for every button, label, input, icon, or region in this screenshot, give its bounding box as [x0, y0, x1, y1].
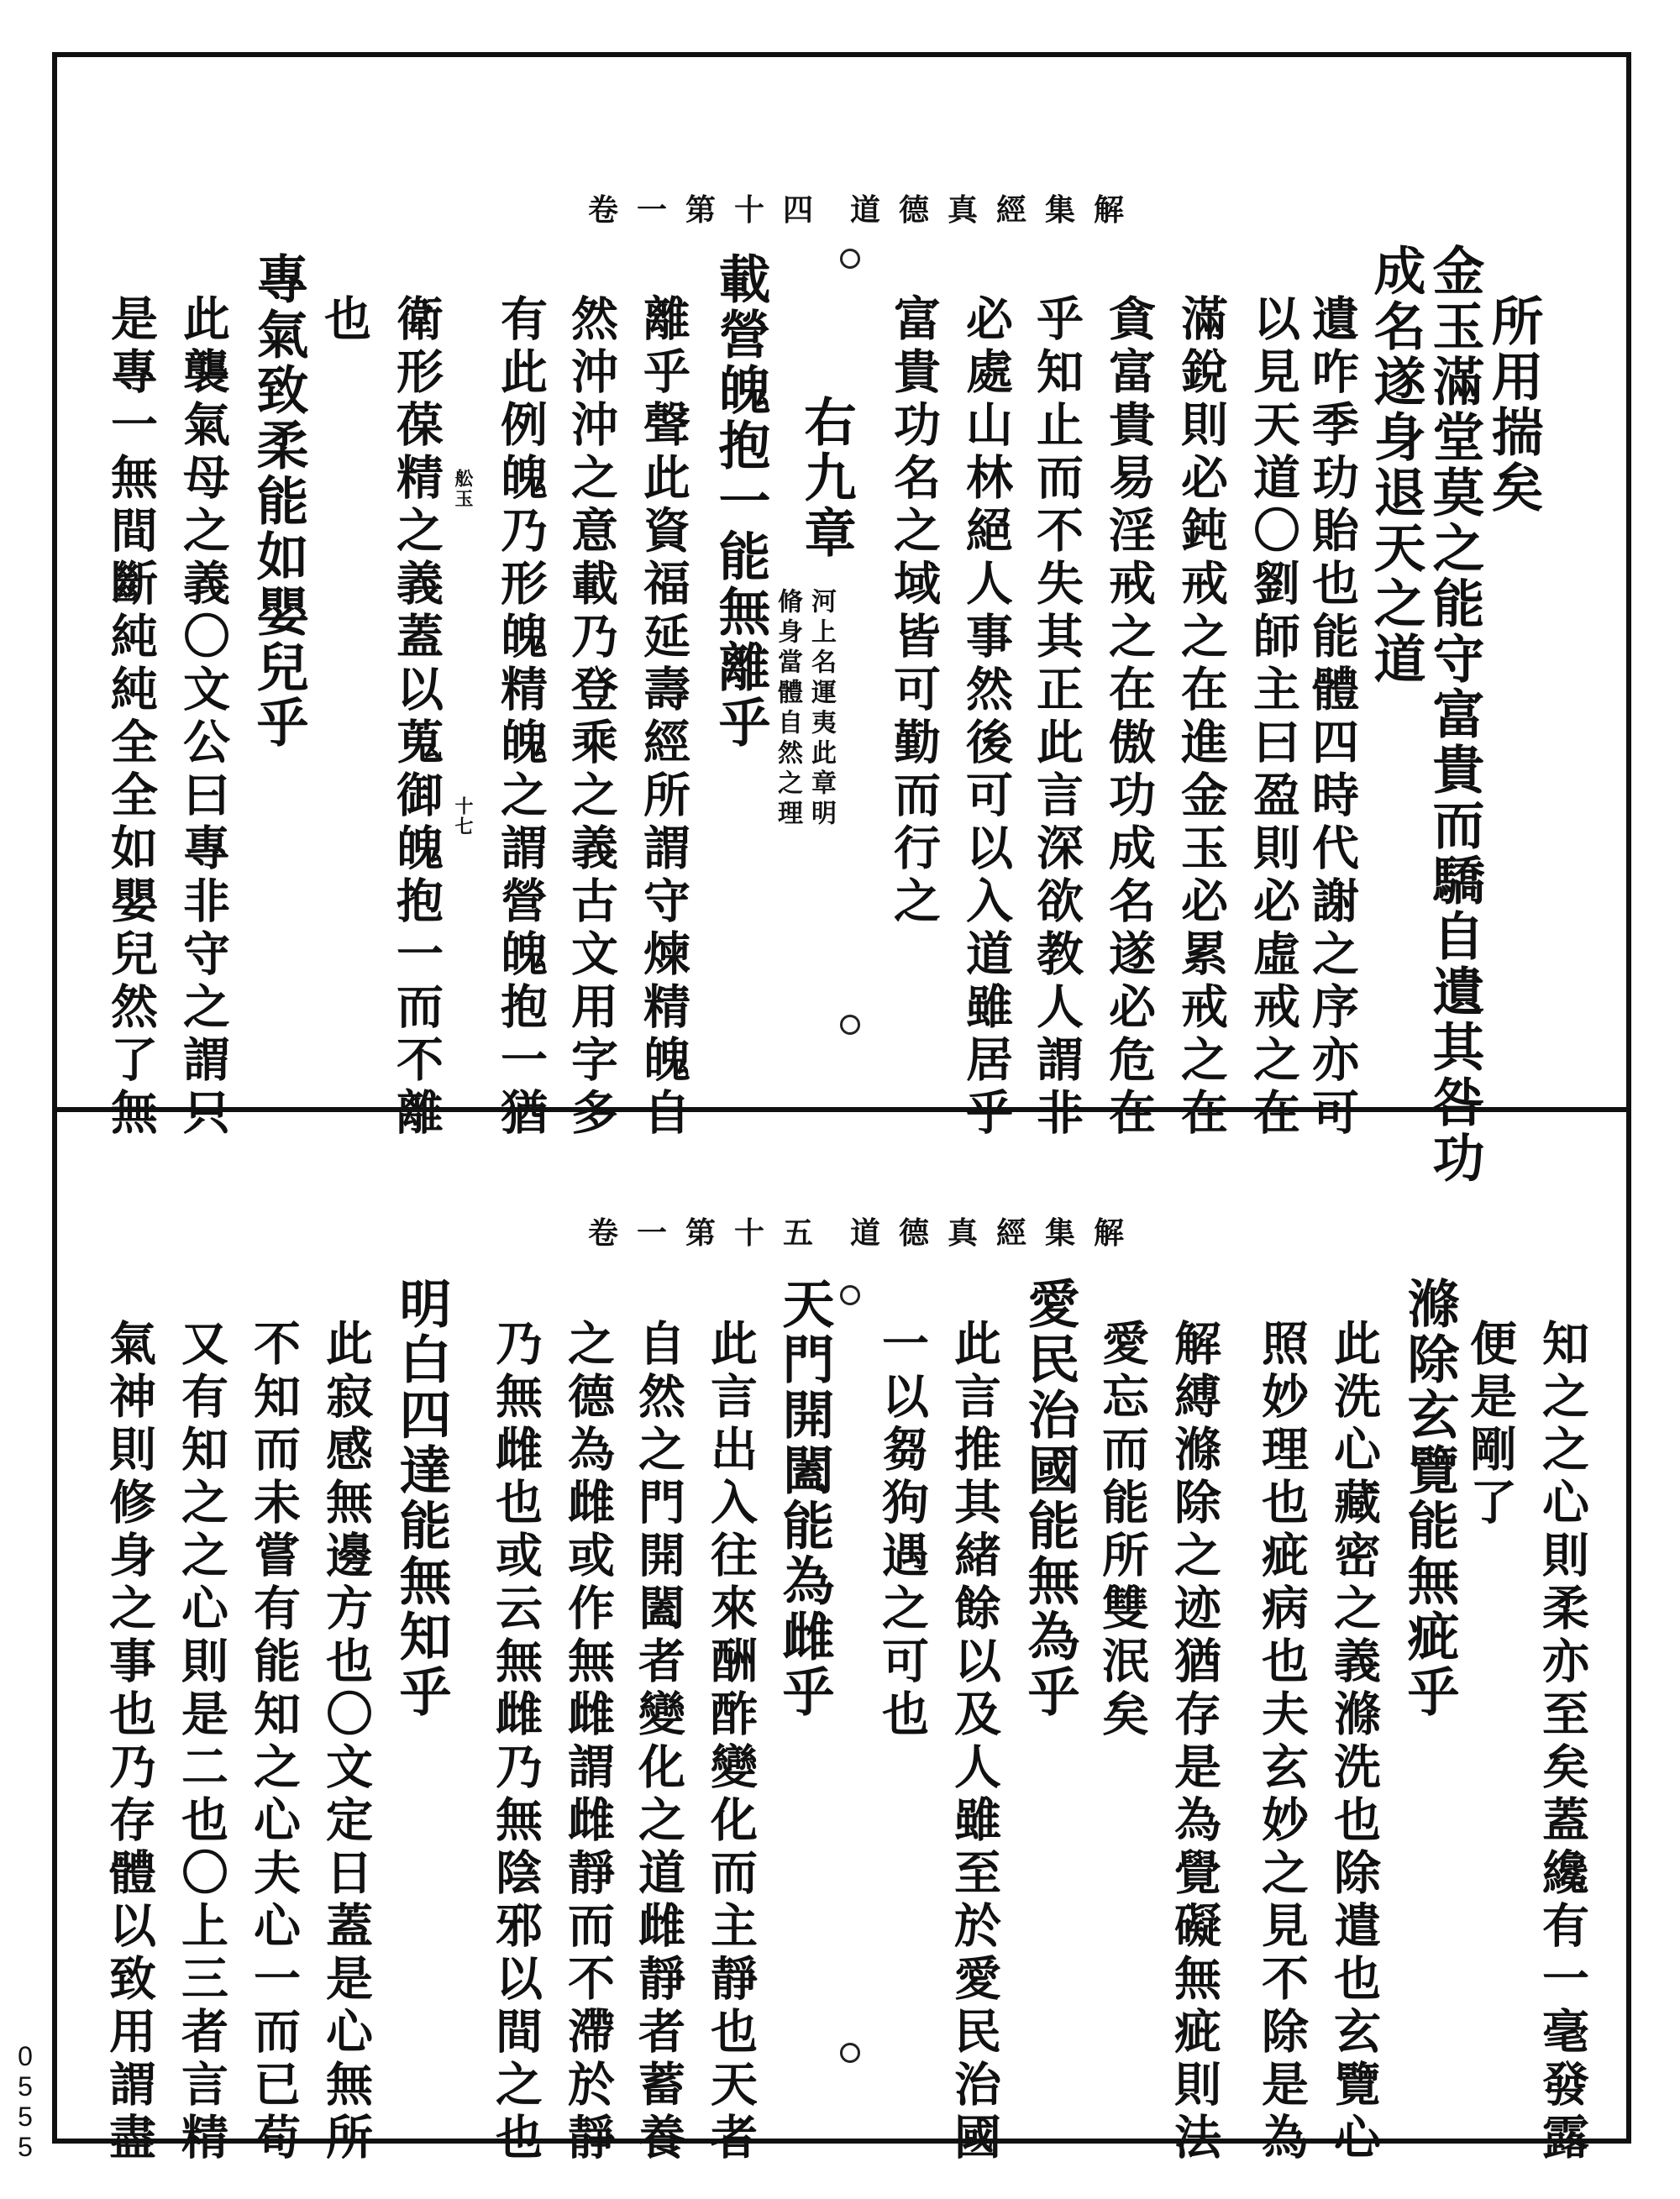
bottom-col-14: 之德為雌或作無雌謂雌靜而不滯於靜	[560, 1319, 616, 2165]
bottom-col-16: 明白四達能無知乎	[391, 1277, 452, 1720]
top-col-21: 此襲氣母之義〇文公曰專非守之謂只	[176, 294, 231, 1141]
page-number-digit: 5	[18, 2132, 33, 2162]
top-col-4: 遺咋季玏貽也能體四時代謝之序亦可	[1305, 294, 1360, 1141]
bottom-col-11: 天門開闔能為雌乎	[774, 1277, 835, 1720]
bottom-col-20: 氣神則修身之事也乃存體以致用謂盡	[102, 1319, 157, 2165]
page-number-digit: 0	[18, 2041, 33, 2071]
top-col-20: 專氣致柔能如嬰兒乎	[248, 252, 309, 751]
top-col-22: 是專一無間斷純純全全如嬰兒然了無	[103, 294, 159, 1141]
margin-note: 十七	[452, 796, 474, 837]
top-col-16: 然沖沖之意載乃登乘之義古文用字多	[564, 294, 619, 1141]
top-col-13: 脩身當體自然之理	[773, 588, 802, 830]
top-col-17: 有此例魄乃形魄精魄之謂營魄抱一猶	[493, 294, 549, 1141]
page-number-digit: 5	[18, 2102, 33, 2132]
bottom-col-1: 知之之心則柔亦至矣蓋纔有一毫發露	[1535, 1319, 1590, 2165]
bottom-header-chapter: 卷一第十五	[588, 1215, 832, 1251]
top-col-19: 也	[317, 294, 372, 347]
bottom-col-6: 解縛滌除之迹猶存是為覺礙無疵則法	[1167, 1319, 1222, 2165]
bottom-col-13: 自然之門開闔者變化之道雌靜者蓄養	[631, 1319, 686, 2165]
top-header	[588, 186, 1142, 229]
circle-marker	[840, 1285, 860, 1305]
circle-marker	[840, 2043, 860, 2063]
bottom-col-8: 愛民治國能無為乎	[1019, 1277, 1080, 1720]
bottom-header-title: 道德真經集解	[849, 1215, 1142, 1251]
bottom-col-2: 便是剛了	[1462, 1319, 1518, 1530]
page-number-digit: 5	[18, 2071, 33, 2102]
bottom-col-10: 一以芻狗遇之可也	[874, 1319, 930, 1742]
bottom-col-3: 滌除玄覽能無疵乎	[1399, 1277, 1460, 1720]
bottom-col-12: 此言出入往來酬酢變化而主靜也天者	[703, 1319, 759, 2165]
bottom-col-9: 此言推其緒餘以及人雖至於愛民治國	[947, 1319, 1002, 2165]
top-col-14: 載營魄抱一能無離乎	[710, 252, 771, 751]
top-col-5: 以見天道〇劉師主曰盈則必虛戒之在	[1246, 294, 1301, 1141]
top-col-18: 衛形葆精之義蓋以蒐御魄抱一而不離	[389, 294, 444, 1141]
top-header-chapter: 卷一第十四	[588, 192, 832, 228]
bottom-header	[588, 1210, 1142, 1252]
bottom-col-18: 不知而未嘗有能知之心夫心一而已苟	[246, 1319, 302, 2165]
bottom-col-4: 此洗心藏密之義滌洗也除遣也玄覽心	[1326, 1319, 1382, 2165]
bottom-col-19: 又有知之之心則是二也〇上三者言精	[174, 1319, 229, 2165]
bottom-col-7: 愛忘而能所雙泯矣	[1095, 1319, 1150, 1742]
top-col-9: 必處山林絕人事然後可以入道雖居乎	[958, 294, 1014, 1141]
top-col-15: 離乎聲此資福延壽經所謂守煉精魄自	[636, 294, 691, 1141]
panel-divider	[52, 1107, 1631, 1112]
bottom-col-17: 此寂感無邊方也〇文定日蓋是心無所	[318, 1319, 374, 2165]
top-col-10: 富貴功名之域皆可勤而行之	[886, 294, 942, 929]
top-col-2: 金玉滿堂莫之能守富貴而驕自遺其咎功	[1424, 244, 1485, 1186]
page-number	[15, 2041, 35, 2162]
top-col-7: 貪富貴易淫戒之在傲功成名遂必危在	[1101, 294, 1157, 1141]
circle-marker	[840, 1015, 860, 1035]
top-col-3: 成名遂身退天之道	[1365, 244, 1426, 687]
bottom-col-5: 照妙理也疵病也夫玄妙之見不除是為	[1254, 1319, 1310, 2165]
bottom-col-15: 乃無雌也或云無雌乃無陰邪以間之也	[488, 1319, 543, 2165]
top-col-8: 乎知止而不失其正此言深欲教人謂非	[1029, 294, 1084, 1141]
top-col-11: 右九章	[795, 395, 857, 561]
top-col-6: 滿銳則必鈍戒之在進金玉必累戒之在	[1173, 294, 1229, 1141]
top-header-title: 道德真經集解	[849, 192, 1142, 228]
top-col-1: 所用揣矣	[1483, 294, 1544, 516]
top-col-12: 河上名運夷此章明	[806, 588, 836, 830]
margin-note: 舩玉	[452, 469, 474, 509]
circle-marker	[840, 249, 860, 269]
